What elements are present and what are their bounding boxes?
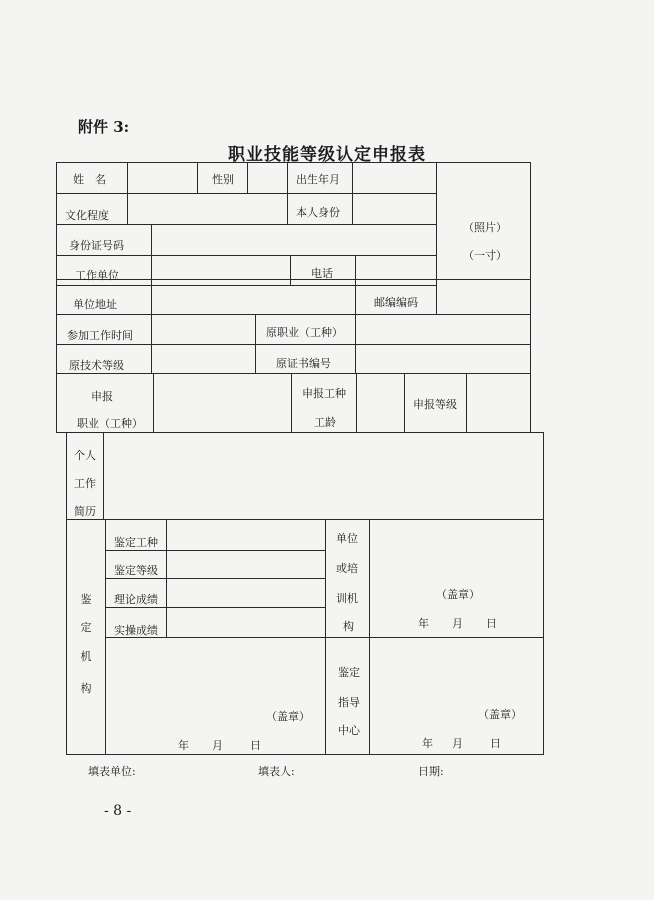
apply-age-value-cell[interactable] [356,373,405,433]
orig-tech-level-value-cell[interactable] [151,344,256,374]
work-unit-label: 工作单位 [75,269,119,282]
theory-label-cell [105,578,167,608]
org-date-month: 月 [212,739,223,752]
birth-label-cell [287,162,353,194]
gender-label-cell [197,162,248,194]
birth-value-cell[interactable] [352,162,437,194]
unit-label-1: 单位 [336,532,358,545]
footer-unit: 填表单位: [88,765,136,778]
unit-label-cell [325,519,370,638]
unit-label-3: 训机 [336,592,358,605]
birth-label: 出生年月 [296,173,340,186]
orig-cert-no-label-cell [255,344,356,374]
org-label-cell [66,519,106,755]
apply-job-label-cell [56,373,154,433]
appr-job-label: 鉴定工种 [114,536,158,549]
orig-job-value-cell[interactable] [355,314,531,345]
id-number-label-cell [56,224,152,256]
appr-job-value-cell[interactable] [166,519,326,551]
guide-label-1: 鉴定 [338,666,360,679]
identity-label-cell [287,193,353,225]
guide-date-year: 年 [422,737,433,750]
unit-label-4: 构 [343,620,354,633]
apply-job-label-bottom: 职业（工种） [77,417,143,430]
photo-cell [436,162,531,280]
gender-label: 性别 [212,173,234,186]
guide-date-day: 日 [490,737,501,750]
apply-age-label-bottom: 工龄 [314,416,336,429]
org-label-4: 构 [80,682,92,695]
unit-date-day: 日 [486,617,497,630]
orig-tech-level-label: 原技术等级 [69,359,124,372]
education-label-cell [56,193,128,225]
photo-size-label: （一寸） [463,249,507,262]
postcode-label-cell [355,279,437,315]
phone-label: 电话 [311,267,333,280]
orig-tech-level-label-cell [56,344,152,374]
guide-label-3: 中心 [338,724,360,737]
guide-label-cell [325,637,370,755]
apply-job-label-top: 申报 [91,390,113,403]
work-start-value-cell[interactable] [151,314,256,345]
appr-level-label: 鉴定等级 [114,564,158,577]
appr-job-label-cell [105,519,167,551]
guide-label-2: 指导 [338,696,360,709]
apply-age-label-top: 申报工种 [302,387,346,400]
apply-age-label-cell [291,373,357,433]
orig-cert-no-label: 原证书编号 [276,357,331,370]
unit-address-label: 单位地址 [73,298,117,311]
guide-seal-label: （盖章） [478,708,522,721]
org-sign-cell[interactable] [105,637,326,755]
identity-value-cell[interactable] [352,193,437,225]
footer-date: 日期: [418,765,444,778]
education-value-cell[interactable] [127,193,288,225]
unit-date-year: 年 [418,617,429,630]
apply-level-label-cell [404,373,467,433]
apply-job-value-cell[interactable] [153,373,292,433]
work-start-label: 参加工作时间 [67,329,133,342]
org-date-year: 年 [178,739,189,752]
unit-label-2: 或培 [336,562,358,575]
unit-date-month: 月 [452,617,463,630]
unit-address-label-cell [56,279,152,315]
practice-label-cell [105,607,167,638]
resume-label-3: 简历 [74,505,96,518]
form-title: 职业技能等级认定申报表 [228,145,426,165]
page-number: - 8 - [104,803,132,819]
guide-sign-cell[interactable] [369,637,544,755]
attachment-label: 附件 3: [78,118,130,136]
resume-value-cell[interactable] [103,432,544,520]
orig-job-label-cell [255,314,356,345]
practice-value-cell[interactable] [166,607,326,638]
practice-label: 实操成绩 [114,624,158,637]
postcode-value-cell[interactable] [436,279,531,315]
guide-date-month: 月 [452,737,463,750]
orig-cert-no-value-cell[interactable] [355,344,531,374]
footer-person: 填表人: [258,765,295,778]
orig-job-label: 原职业（工种） [266,326,343,339]
name-value-cell[interactable] [127,162,198,194]
apply-level-label: 申报等级 [413,398,457,411]
id-number-label: 身份证号码 [69,239,124,252]
name-label: 姓 名 [73,173,106,186]
education-label: 文化程度 [65,209,109,222]
photo-label: （照片） [463,221,507,234]
identity-label: 本人身份 [296,206,340,219]
org-seal-label: （盖章） [266,710,310,723]
org-date-day: 日 [250,739,261,752]
org-label-3: 机 [80,650,92,663]
unit-address-value-cell[interactable] [151,279,356,315]
resume-label-cell [66,432,104,520]
gender-value-cell[interactable] [247,162,288,194]
resume-label-1: 个人 [74,449,96,462]
org-label-1: 鉴 [80,593,92,606]
apply-level-value-cell[interactable] [466,373,531,433]
work-start-label-cell [56,314,152,345]
name-label-cell [56,162,128,194]
resume-label-2: 工作 [74,477,96,490]
appr-level-value-cell[interactable] [166,550,326,579]
theory-value-cell[interactable] [166,578,326,608]
postcode-label: 邮编编码 [374,296,418,309]
org-label-2: 定 [80,621,92,634]
unit-sign-cell[interactable] [369,519,544,638]
theory-label: 理论成绩 [114,593,158,606]
appr-level-label-cell [105,550,167,579]
unit-seal-label: （盖章） [436,588,480,601]
id-number-value-cell[interactable] [151,224,437,256]
